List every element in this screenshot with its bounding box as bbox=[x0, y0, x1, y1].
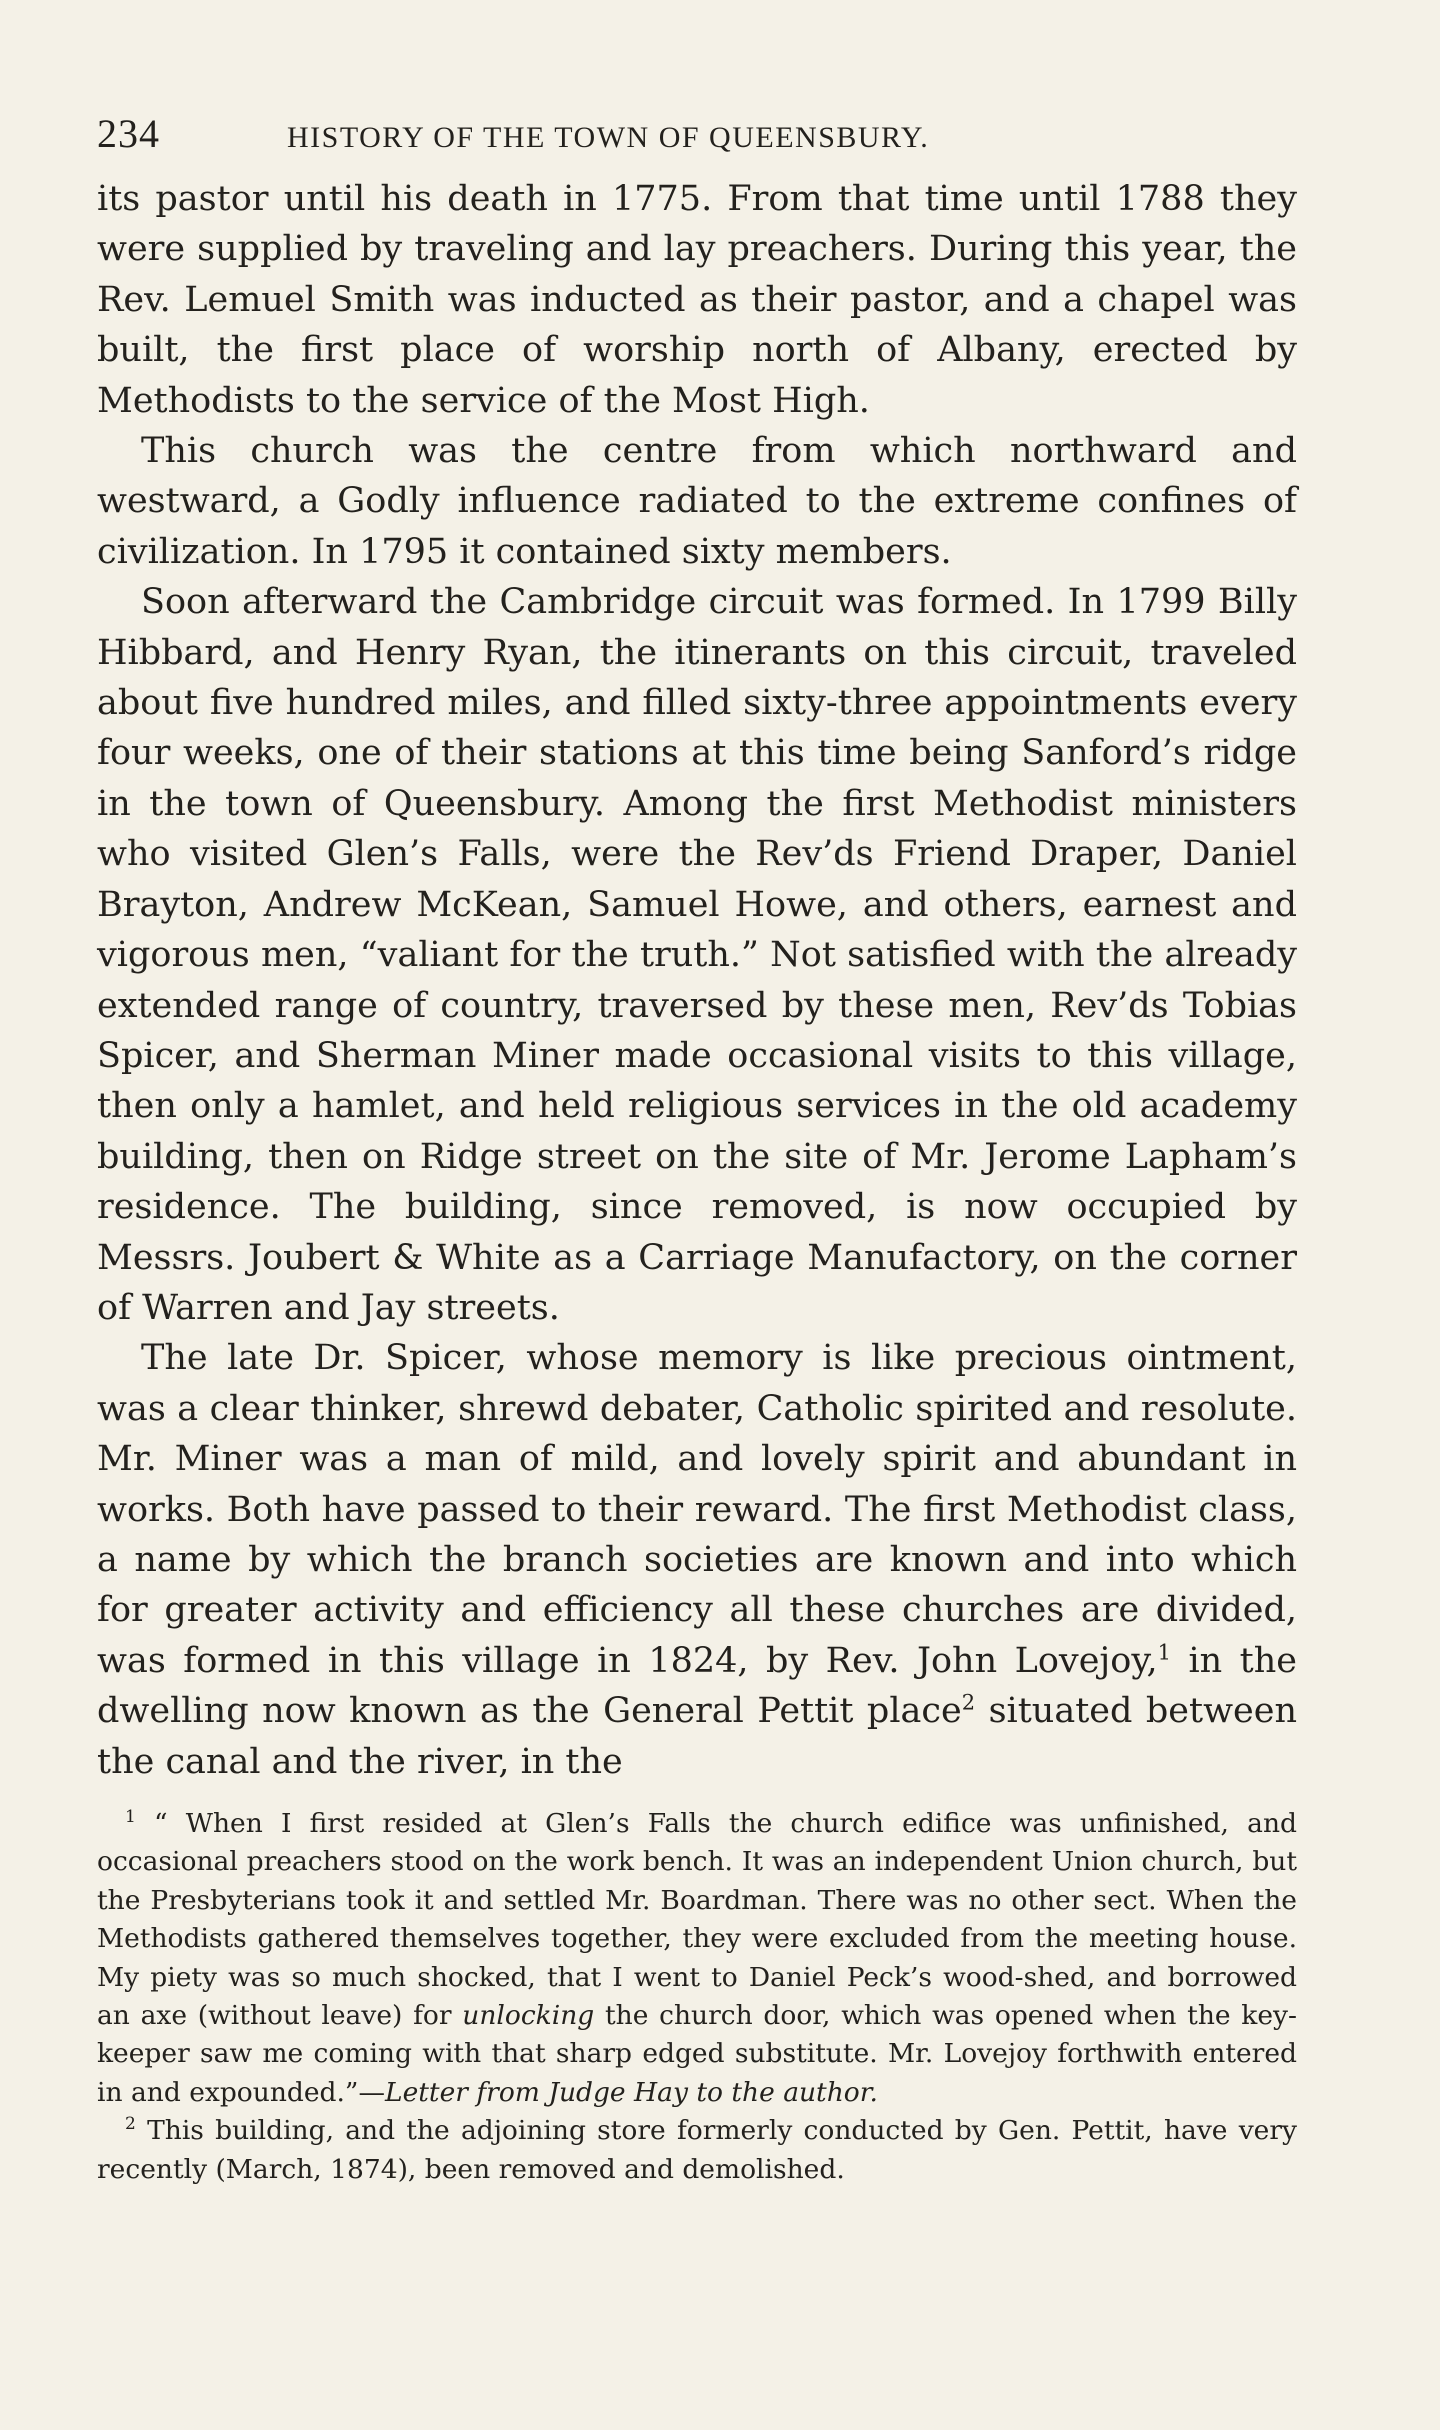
footnote-2 bbox=[97, 2112, 1297, 2189]
footnote-ref-1: 1 bbox=[1157, 1640, 1171, 1665]
footnote-1-text: “ When I first resided at Glen’s Falls the church edifice was unfinished, and occasional preachers stood on the work bench. It was an independent Union church, but the Presbyterians took it and settled Mr. Boardman. There was no other sect. When the Methodists gathered themselves together, they were excluded from the meeting house. My piety was so much shocked, that I went to Daniel Peck’s wood-shed, and borrowed an axe (without leave) for bbox=[97, 1808, 1297, 2032]
paragraph-4-part-c: situated between the canal and the river, in the bbox=[97, 1691, 1297, 1782]
paragraph-3: Soon afterward the Cambridge circuit was formed. In 1799 Billy Hibbard, and Henry Ryan, the itinerants on this circuit, traveled about five hundred miles, and filled sixty-three appointments every four weeks, one of their stations at this time being Sanford’s ridge in the town of Queensbury. Among the first Methodist ministers who visited Glen’s Falls, were the Rev’ds Friend Draper, Daniel Brayton, Andrew McKean, Samuel Howe, and others, earnest and vigorous men, “valiant for the truth.” Not satisfied with the already extended range of country, traversed by these men, Rev’ds Tobias Spicer, and Sherman Miner made occasional visits to this village, then only a hamlet, and held religious services in the old academy building, then on Ridge street on the site of Mr. Jerome Lapham’s residence. The building, since removed, is now occupied by Messrs. Joubert & White as a Carriage Manufactory, on the corner of Warren and Jay streets. bbox=[97, 582, 1297, 1328]
paragraph-4 bbox=[97, 1333, 1297, 1787]
footnote-1 bbox=[97, 1805, 1297, 2112]
book-page bbox=[97, 110, 1297, 2189]
footnote-1-marker: 1 bbox=[125, 1807, 136, 1828]
running-title: HISTORY OF THE TOWN OF QUEENSBURY. bbox=[287, 121, 930, 154]
paragraph-4-part-b: in the dwelling now known as the General Pettit place bbox=[97, 1640, 1297, 1732]
paragraph-4-part-a: The late Dr. Spicer, whose memory is like precious ointment, was a clear thinker, shrewd debater, Catholic spirited and resolute. Mr. Miner was a man of mild, and lovely spirit and abundant in works. Both have passed to their reward. The first Methodist class, a name by which the branch societies are known and into which for greater activity and efficiency all these churches are divided, was formed in this village in 1824, by Rev. John Lovejoy, bbox=[97, 1338, 1297, 1681]
footnote-ref-2: 2 bbox=[961, 1690, 976, 1715]
page-number: 234 bbox=[97, 111, 160, 156]
footnote-2-text: This building, and the adjoining store formerly conducted by Gen. Pettit, have very recently (March, 1874), been removed and demolished. bbox=[97, 2115, 1297, 2185]
footnotes bbox=[97, 1805, 1297, 2189]
paragraph-1: its pastor until his death in 1775. From that time until 1788 they were supplied by traveling and lay preachers. During this year, the Rev. Lemuel Smith was inducted as their pastor, and a chapel was built, the first place of worship north of Albany, erected by Methodists to the service of the Most High. bbox=[97, 179, 1297, 421]
running-header bbox=[97, 110, 1297, 166]
footnote-1-source: Letter from Judge Hay to the author. bbox=[384, 2076, 878, 2108]
body-text bbox=[97, 174, 1297, 1787]
footnote-1-italic-word: unlocking bbox=[462, 2000, 595, 2032]
footnote-2-marker: 2 bbox=[125, 2114, 136, 2135]
footnote-1-text-2: the church door, which was opened when the key-keeper saw me coming with that sharp edged substitute. Mr. Lovejoy forthwith entered in and expounded.”— bbox=[97, 2000, 1297, 2108]
paragraph-2: This church was the centre from which northward and westward, a Godly influence radiated to the extreme confines of civilization. In 1795 it contained sixty members. bbox=[97, 431, 1297, 572]
